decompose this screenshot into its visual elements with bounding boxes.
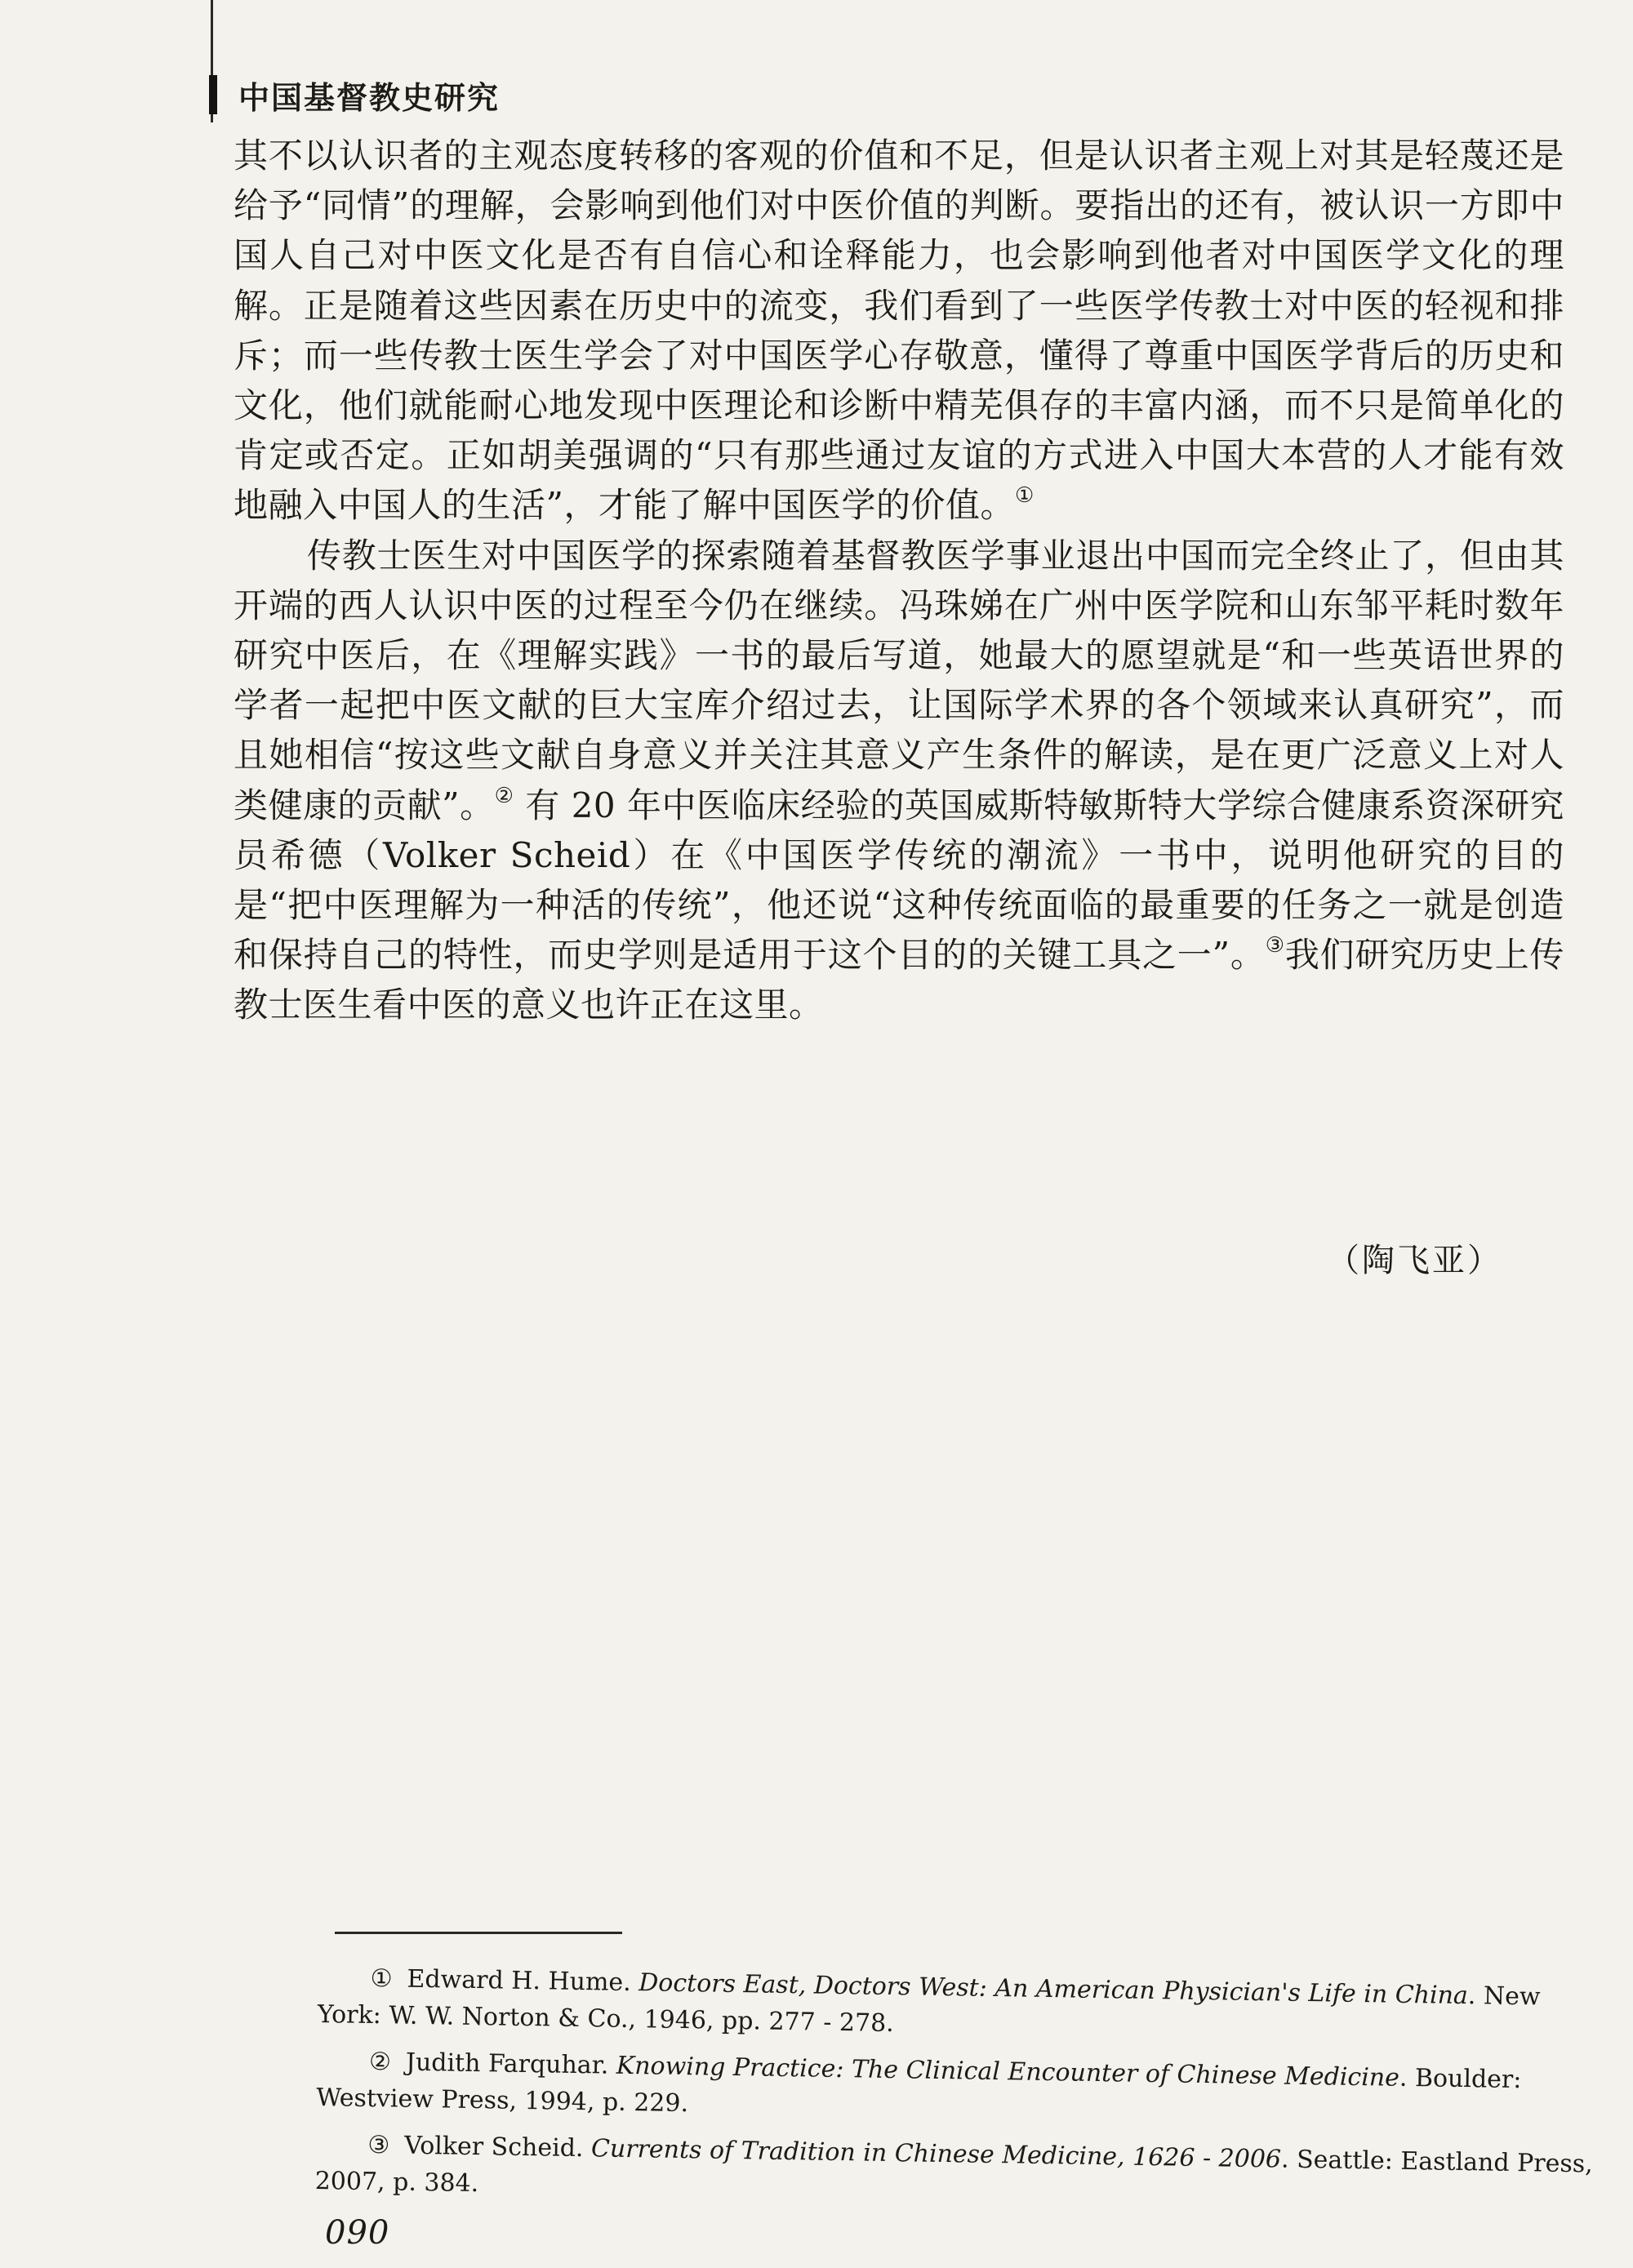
footnote-ref-3[interactable]: ③ <box>1265 933 1285 958</box>
footnote-publication: . New York: W. W. Norton & Co., 1946, pp. 277 - 278. <box>317 1981 1541 2039</box>
text-line: 其开端的西人认识中医的过程至今仍在继续。冯珠娣在广州中医学院和山东邹平耗时 <box>234 535 1564 625</box>
footnote-mark: ① <box>370 1964 393 1994</box>
running-header <box>209 72 500 118</box>
text-segment: 有 20 年中医临床经验的英国威斯特敏斯特大学综合健康系资深 <box>514 785 1495 825</box>
author-signature: （陶飞亚） <box>1327 1242 1502 1279</box>
text-line: 和排斥；而一些传教士医生学会了对中国医学心存敬意，懂得了尊重中国医学背后的历 <box>234 285 1564 376</box>
text-line: 史和文化，他们就能耐心地发现中医理论和诊断中精芜俱存的丰富内涵，而不只是简单 <box>234 335 1564 426</box>
paragraph-2 <box>234 531 1564 1030</box>
text-segment: 持自己的特性，而史学则是适用于这个目的的关键工具之一”。 <box>303 935 1266 976</box>
text-line: 医生看中医的意义也许正在这里。 <box>303 985 824 1025</box>
footnote-ref-1[interactable]: ① <box>1014 483 1035 509</box>
text-line: 是给予“同情”的理解，会影响到他们对中医价值的判断。要指出的还有，被认识一方即 <box>234 136 1564 226</box>
footnote-3 <box>314 2126 1597 2220</box>
header-marker-bar <box>209 75 217 114</box>
text-line: 其不以认识者的主观态度转移的客观的价值和不足，但是认识者主观上对其是轻蔑还 <box>234 136 1530 176</box>
text-line: 化的肯定或否定。正如胡美强调的“只有那些通过友谊的方式进入中国大本营的人才 <box>234 385 1564 476</box>
footnote-publication: . Seattle: Eastland Press, 2007, p. 384. <box>314 2145 1594 2199</box>
text-line: 的学者一起把中医文献的巨大宝库介绍过去，让国际学术界的各个领域来认真研究”， <box>234 635 1564 726</box>
footnote-mark: ③ <box>367 2130 390 2160</box>
footnote-author: Edward H. Hume. <box>407 1964 639 1998</box>
text-line: 而且她相信“按这些文献自身意义并关注其意义产生条件的解读，是在更广泛意义上对 <box>234 685 1564 776</box>
text-line: 研究员希德（Volker Scheid）在《中国医学传统的潮流》一书中，说明他研究的目的是“把 <box>234 785 1564 926</box>
text-line: 中医理解为一种活的传统”，他还说“这种传统面临的最重要的任务之一就是创造和保 <box>234 885 1564 976</box>
footnote-title: Knowing Practice: The Clinical Encounter of Chinese Medicine <box>616 2051 1400 2092</box>
text-segment: 人类健康的贡献”。 <box>234 735 1564 825</box>
text-segment: 我们研究历史上传教士 <box>234 935 1564 1025</box>
footnote-title: Currents of Tradition in Chinese Medicine, 1626 - 2006 <box>590 2134 1282 2174</box>
text-line: 理解。正是随着这些因素在历史中的流变，我们看到了一些医学传教士对中医的轻视 <box>234 235 1564 326</box>
footnote-publication: . Boulder: Westview Press, 1994, p. 229. <box>316 2063 1522 2119</box>
footnote-1 <box>318 1959 1600 2053</box>
text-line: 中国人自己对中医文化是否有自信心和诠释能力，也会影响到他者对中国医学文化的 <box>234 185 1564 276</box>
paragraph-1 <box>234 131 1564 531</box>
footnote-mark: ② <box>368 2047 392 2077</box>
footnote-title: Doctors East, Doctors West: An American Physician's Life in China <box>638 1968 1469 2011</box>
text-line: 传教士医生对中国医学的探索随着基督教医学事业退出中国而完全终止了，但由 <box>307 535 1530 576</box>
footnote-author: Volker Scheid. <box>404 2131 592 2163</box>
running-header-title: 中国基督教史研究 <box>238 79 501 116</box>
footnotes <box>314 1959 1600 2230</box>
text-line: 能有效地融入中国人的生活”，才能了解中国医学的价值。 <box>234 435 1564 526</box>
footnote-author: Judith Farquhar. <box>405 2048 617 2080</box>
body-text <box>234 131 1564 1030</box>
footnote-2 <box>316 2043 1599 2137</box>
footnote-separator <box>335 1932 622 1934</box>
footnote-ref-2[interactable]: ② <box>494 783 514 808</box>
page-number: 090 <box>325 2214 390 2252</box>
text-line: 数年研究中医后，在《理解实践》一书的最后写道，她最大的愿望就是“和一些英语世界 <box>234 585 1564 676</box>
